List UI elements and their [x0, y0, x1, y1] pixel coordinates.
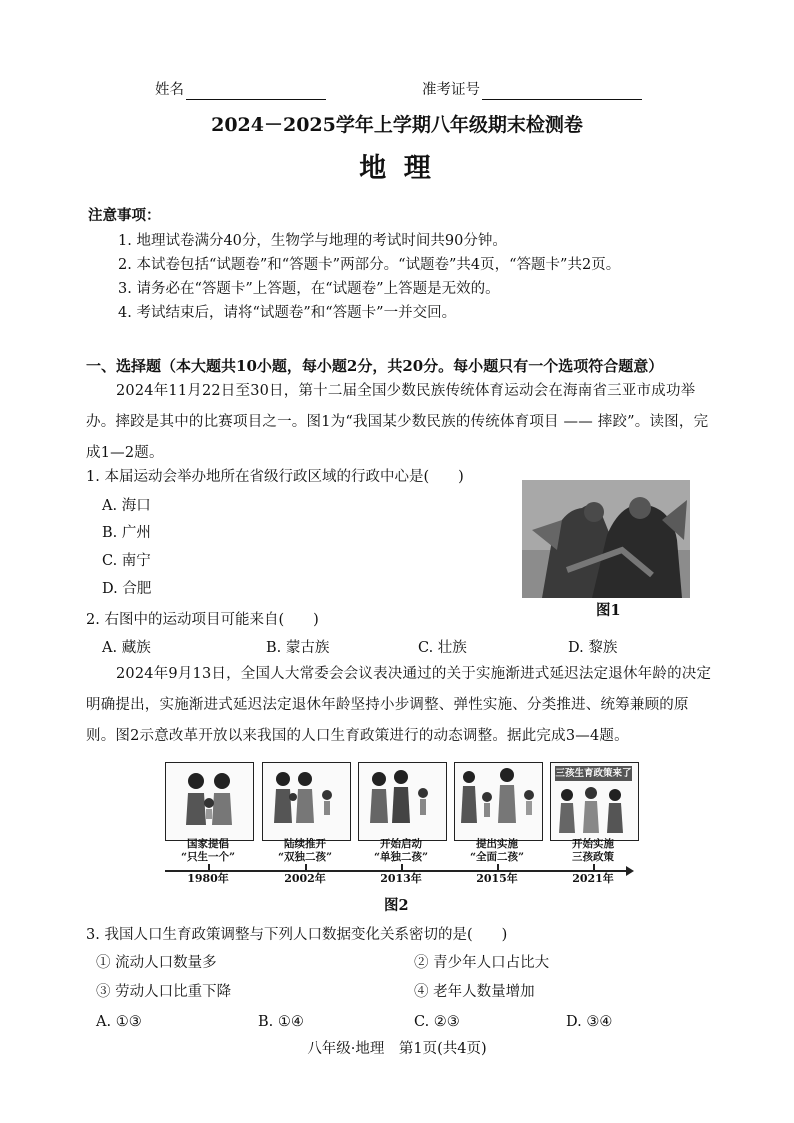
family-drawing: [359, 763, 446, 840]
family-drawing: [551, 763, 638, 840]
caption-line: 开始实施: [572, 838, 614, 850]
exam-id-label: 准考证号: [422, 82, 480, 98]
q3-stem: 3. 我国人口生育政策调整与下列人口数据变化关系密切的是( ): [86, 927, 508, 943]
q2-option-d: D. 黎族: [568, 640, 618, 656]
caption-line: 陆续推开: [284, 838, 326, 850]
q3-item-2: ② 青少年人口占比大: [414, 955, 550, 971]
caption-line: 三孩政策: [572, 851, 614, 863]
intro-1-text: 2024年11月22日至30日，第十二届全国少数民族传统体育运动会在海南省三亚市成功举办。摔跤是其中的比赛项目之一。图1为“我国某少数民族的传统体育项目 —— 摔跤”。读图，完成1—2题。: [86, 383, 709, 461]
q1-option-a: A. 海口: [102, 498, 151, 514]
q1-option-b: B. 广州: [102, 525, 151, 541]
q2-option-b: B. 蒙古族: [266, 640, 330, 656]
figure-1-wrestling-photo: [522, 480, 690, 598]
name-underline: [186, 83, 326, 100]
policy-panel-2021: [550, 762, 639, 841]
exam-id-underline: [482, 83, 642, 100]
family-drawing: [263, 763, 350, 840]
name-label: 姓名: [155, 82, 184, 98]
caption-line: 提出实施: [476, 838, 518, 850]
panel-caption-2021: [543, 838, 643, 864]
q1-option-d: D. 合肥: [102, 581, 152, 597]
caption-line: “双独二孩”: [277, 851, 333, 863]
section-heading: 一、选择题（本大题共10小题，每小题2分，共20分。每小题只有一个选项符合题意）: [86, 357, 664, 375]
q2-stem: 2. 右图中的运动项目可能来自( ): [86, 612, 319, 628]
panel-caption-2013: [351, 838, 451, 864]
q2-option-c: C. 壮族: [418, 640, 467, 656]
caption-line: “单独二孩”: [373, 851, 429, 863]
three-child-banner: 三孩生育政策来了: [555, 768, 632, 779]
year-label-2002: 2002年: [284, 872, 326, 885]
year-label-2015: 2015年: [476, 872, 518, 885]
caption-line: “只生一个”: [180, 851, 236, 863]
subject-title: 地 理: [359, 153, 435, 184]
timeline-arrow-icon: [626, 866, 634, 876]
exam-id-field: [422, 80, 642, 100]
q3-option-b: B. ①④: [258, 1014, 304, 1030]
figure-1-caption: 图1: [596, 602, 621, 619]
intro-paragraph-1: [86, 376, 716, 469]
panel-caption-2002: [255, 838, 355, 864]
notes-heading: 注意事项：: [88, 207, 161, 224]
note-item: 4. 考试结束后，请将“试题卷”和“答题卡”一并交回。: [118, 305, 457, 321]
intro-2-text: 2024年9月13日，全国人大常委会会议表决通过的关于实施渐进式延迟法定退休年龄的决定明确提出，实施渐进式延迟法定退休年龄坚持小步调整、弹性实施、分类推进、统筹兼顾的原则。图2示意改革开放以来我国的人口生育政策进行的动态调整。据此完成3—4题。: [86, 666, 712, 744]
note-item: 2. 本试卷包括“试题卷”和“答题卡”两部分。“试题卷”共4页，“答题卡”共2页。: [118, 257, 621, 273]
q3-option-a: A. ①③: [96, 1014, 142, 1030]
family-drawing: [455, 763, 542, 840]
policy-panel-2002: [262, 762, 351, 841]
policy-panel-1980: [165, 762, 254, 841]
q1-stem: 1. 本届运动会举办地所在省级行政区域的行政中心是( ): [86, 469, 464, 485]
year-label-1980: 1980年: [187, 872, 229, 885]
family-drawing: [166, 763, 253, 840]
wrestling-image: [522, 480, 690, 598]
caption-line: “全面二孩”: [469, 851, 525, 863]
panel-caption-1980: [158, 838, 258, 864]
panel-caption-2015: [447, 838, 547, 864]
q3-option-d: D. ③④: [566, 1014, 613, 1030]
exam-title: 2024－2025学年上学期八年级期末检测卷: [211, 114, 583, 136]
policy-panel-2013: [358, 762, 447, 841]
policy-panel-2015: [454, 762, 543, 841]
q3-option-c: C. ②③: [414, 1014, 460, 1030]
caption-line: 国家提倡: [187, 838, 229, 850]
q2-option-a: A. 藏族: [102, 640, 151, 656]
year-label-2013: 2013年: [380, 872, 422, 885]
name-field: [155, 80, 326, 100]
q3-item-1: ① 流动人口数量多: [96, 955, 217, 971]
figure-2-caption: 图2: [384, 897, 409, 914]
note-item: 1. 地理试卷满分40分，生物学与地理的考试时间共90分钟。: [118, 233, 507, 249]
intro-paragraph-2: [86, 659, 716, 752]
q1-option-c: C. 南宁: [102, 553, 151, 569]
page-footer: 八年级·地理 第1页(共4页): [307, 1041, 487, 1057]
note-item: 3. 请务必在“答题卡”上答题，在“试题卷”上答题是无效的。: [118, 281, 500, 297]
year-label-2021: 2021年: [572, 872, 614, 885]
q3-item-3: ③ 劳动人口比重下降: [96, 984, 232, 1000]
q3-item-4: ④ 老年人数量增加: [414, 984, 535, 1000]
caption-line: 开始启动: [380, 838, 422, 850]
